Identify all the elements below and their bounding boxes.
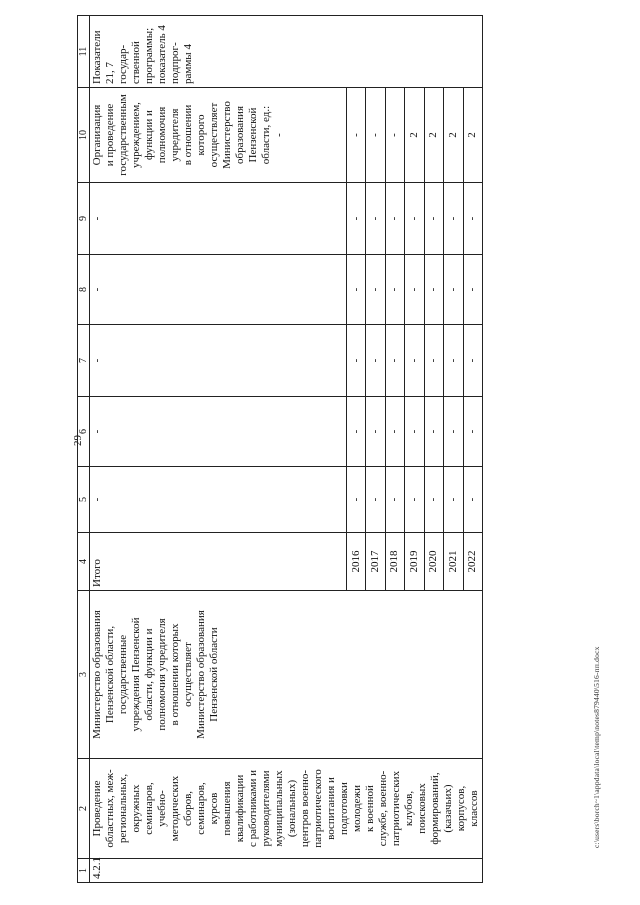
col-number: 7 <box>78 325 90 397</box>
year-label: 2022 <box>463 533 482 591</box>
col-number: 4 <box>78 533 90 591</box>
value-cell: - <box>366 467 385 533</box>
responsible-executor: Министерство образования Пензенской области, государственные учреждения Пензенской области, функции и полномочия учредителя в отношении которых осуществляет Министерство образования Пензенской области <box>90 591 483 759</box>
indicator-label: Организация и проведение государственным учреждением, функции и полномочия учредителя в отношении которого осуществляет Министерство образования Пензенской области, ед.: <box>91 94 272 176</box>
value-cell: - <box>385 325 404 397</box>
value-cell: - <box>385 255 404 325</box>
value-cell: - <box>366 255 385 325</box>
year-label: 2018 <box>385 533 404 591</box>
value-cell: - <box>463 397 482 467</box>
value-cell: - <box>444 255 463 325</box>
table-row <box>90 16 347 883</box>
value-cell: - <box>346 325 365 397</box>
row-code: 4.2.1 <box>90 859 483 883</box>
indicator-text <box>90 88 347 183</box>
value-cell: - <box>405 467 424 533</box>
value-cell: - <box>424 325 443 397</box>
value-cell: - <box>463 255 482 325</box>
year-label: 2016 <box>346 533 365 591</box>
col-number: 5 <box>78 467 90 533</box>
value-cell: - <box>90 397 347 467</box>
year-label: 2021 <box>444 533 463 591</box>
indicator-value: - <box>385 88 404 183</box>
value-cell: - <box>405 255 424 325</box>
col-number: 8 <box>78 255 90 325</box>
value-cell: - <box>405 183 424 255</box>
value-cell: - <box>424 467 443 533</box>
value-cell: - <box>405 325 424 397</box>
value-cell: - <box>346 397 365 467</box>
value-cell: - <box>463 467 482 533</box>
value-cell: - <box>424 183 443 255</box>
col-number: 9 <box>78 183 90 255</box>
col-number: 10 <box>78 88 90 183</box>
indicator-value: 2 <box>424 88 443 183</box>
indicator-value: - <box>366 88 385 183</box>
col-number: 3 <box>78 591 90 759</box>
value-cell: - <box>444 397 463 467</box>
value-cell: - <box>366 325 385 397</box>
value-cell: - <box>90 467 347 533</box>
value-cell: - <box>346 467 365 533</box>
target-indicators: Показатели 21, 7 государ- ственной программы; показатель 4 подпрог- раммы 4 <box>90 16 483 88</box>
year-label: 2020 <box>424 533 443 591</box>
value-cell: - <box>444 325 463 397</box>
total-label: Итого <box>90 533 347 591</box>
col-number: 11 <box>78 16 90 88</box>
value-cell: - <box>385 183 404 255</box>
value-cell: - <box>424 255 443 325</box>
year-label: 2017 <box>366 533 385 591</box>
page-number: 29 <box>72 435 84 446</box>
file-path-footer: c:\users\borch~1\appdata\local\temp\notes879440\516-пп.docx <box>592 646 601 848</box>
column-number-row <box>78 16 90 883</box>
value-cell: - <box>405 397 424 467</box>
indicator-value: 2 <box>405 88 424 183</box>
indicator-total: - <box>273 133 285 137</box>
value-cell: - <box>463 183 482 255</box>
value-cell: - <box>366 183 385 255</box>
value-cell: - <box>385 467 404 533</box>
col-number: 2 <box>78 759 90 859</box>
value-cell: - <box>90 255 347 325</box>
value-cell: - <box>444 467 463 533</box>
value-cell: - <box>90 183 347 255</box>
value-cell: - <box>424 397 443 467</box>
value-cell: - <box>366 397 385 467</box>
indicator-value: 2 <box>463 88 482 183</box>
value-cell: - <box>385 397 404 467</box>
event-description: Проведение областных, меж- региональных, окружных семинаров, учебно- методических сборов, семинаров, курсов повышения квалификации с работниками и руководителями муниципальных (зональных) центров военно- патриотического воспитания и подготовки молодежи к военной службе, военно- патриотических клубов, поисковых формирований, (казачьих) корпусов, классов <box>90 759 483 859</box>
program-table <box>77 16 577 883</box>
value-cell: - <box>444 183 463 255</box>
year-label: 2019 <box>405 533 424 591</box>
col-number: 6 <box>78 397 90 467</box>
value-cell: - <box>90 325 347 397</box>
indicator-value: 2 <box>444 88 463 183</box>
value-cell: - <box>463 325 482 397</box>
col-number: 1 <box>78 859 90 883</box>
value-cell: - <box>346 255 365 325</box>
value-cell: - <box>346 183 365 255</box>
indicator-value: - <box>346 88 365 183</box>
